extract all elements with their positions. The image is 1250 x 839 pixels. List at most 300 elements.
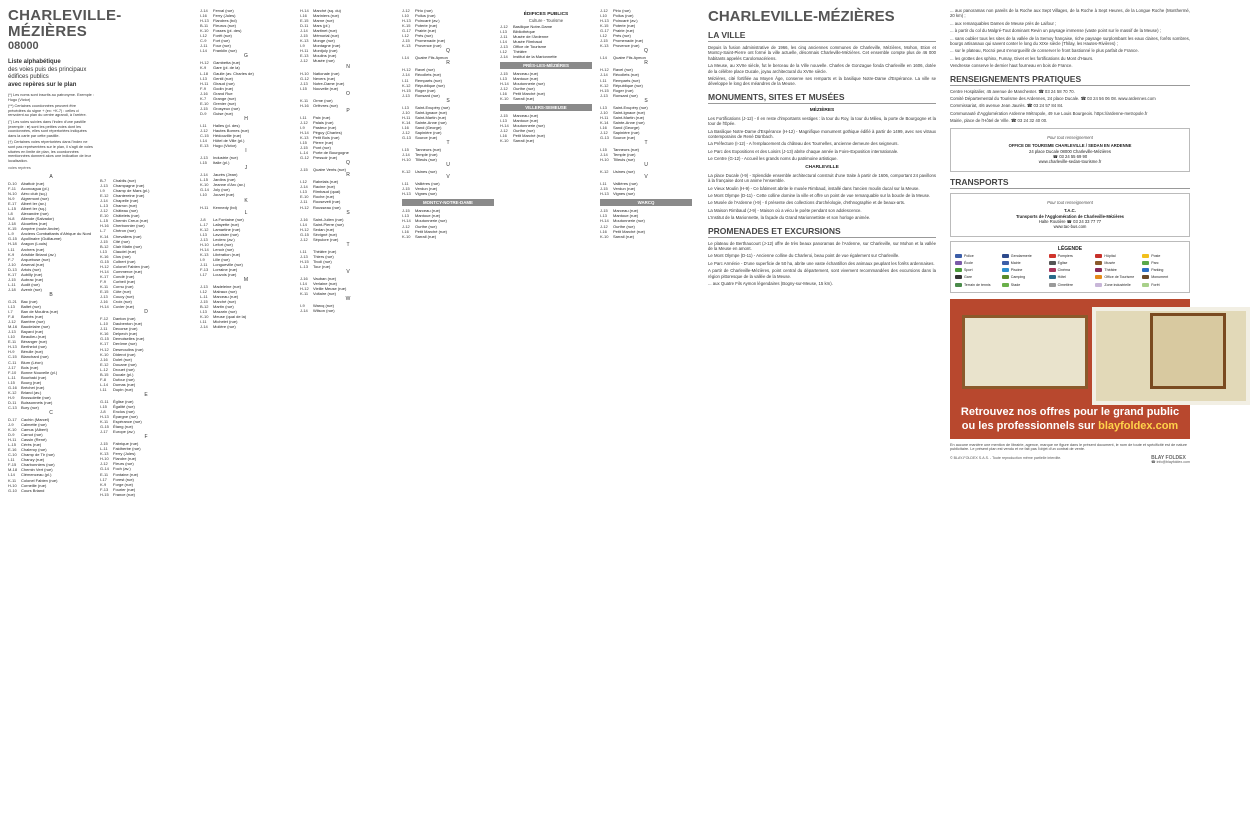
info-5: Mairie, place de l'Hôtel de Ville. ☎ 03 24 32 40 00.	[950, 118, 1048, 124]
grid-ref: J-12	[600, 223, 608, 229]
grid-ref: J-14	[402, 152, 410, 158]
street-name: Warcq (rue)	[313, 303, 334, 309]
grid-ref: L-11	[100, 446, 108, 452]
street-name: Roche (rue)	[313, 194, 335, 200]
street-name: Chapelle (rue)	[113, 198, 139, 204]
street-name: Forêt (rue)	[213, 33, 232, 39]
street-name: Beaulieu (rue)	[21, 334, 47, 340]
street-name: Baltet (rue)	[21, 303, 41, 309]
street-name: Audit (rue)	[21, 281, 40, 287]
street-name: Calmette (rue)	[21, 422, 47, 428]
index-letter: V	[346, 268, 350, 275]
street-name: Porte de Bourgogne	[313, 150, 349, 156]
index-letter: D	[144, 309, 148, 316]
street-name: Industrie (rue)	[213, 155, 238, 161]
grid-ref: L-13	[300, 263, 309, 269]
grid-ref: J-11	[300, 199, 308, 205]
street-name: Saint-Ignace (rue)	[415, 109, 448, 115]
street-name: Jouvet (rue)	[213, 192, 235, 198]
street-name: Racine (rue)	[313, 184, 336, 190]
grid-ref: E-16	[8, 447, 17, 453]
index-letter: R	[644, 60, 648, 67]
grid-ref: J-15	[8, 276, 16, 282]
grid-ref: B-11	[200, 23, 209, 29]
footer-note: En aucune manière une mention de librairie, agence, marque ne figure dans le présent document, le nom de toute et spécificité est de nature publicitaire. Le présent plan est vendu et ne fait pas l'objet d'un contrat de vente.	[950, 442, 1188, 452]
street-name: Hautes Bornes (rue)	[213, 127, 250, 133]
street-name: Nouvelle (rue)	[313, 85, 339, 91]
street-name: Marché (rue)	[213, 299, 236, 305]
street-name: Marceau (rue)	[513, 113, 539, 119]
grid-ref: I-10	[600, 13, 607, 19]
street-name: Bibliothèque	[513, 28, 536, 34]
grid-ref: G-21	[8, 298, 17, 304]
street-name: Poilus (rue)	[415, 13, 436, 19]
edifices-head: ÉDIFICES PUBLICS	[523, 12, 569, 17]
grid-ref: I-14	[200, 138, 207, 144]
index-postcode: 08000	[8, 40, 39, 52]
street-name: Meuse (quai de la)	[213, 314, 247, 320]
grid-ref: I-16	[600, 228, 607, 234]
grid-ref: K-13	[300, 38, 309, 44]
grid-ref: G-12	[300, 155, 309, 161]
street-name: Saint-Ignace (rue)	[613, 109, 646, 115]
street-name: Demoiselles (rue)	[113, 336, 145, 342]
grid-ref: I-13	[200, 309, 207, 315]
grid-ref: I-12	[300, 179, 307, 185]
street-name: Verlaine (rue)	[313, 281, 338, 287]
street-name: Montagne (rue)	[313, 43, 341, 49]
grid-ref: L-14	[300, 150, 309, 156]
street-name: Grosyeux (rue)	[213, 105, 240, 111]
grid-ref: I-16	[600, 124, 607, 130]
street-name: Vallières (rue)	[613, 181, 638, 187]
info-1: Centre Hospitalier, 45 avenue de Manchester. ☎ 03 24 58 70 70.	[950, 88, 1075, 94]
street-name: Sarrail (rue)	[613, 233, 635, 239]
index-letter: N	[346, 63, 350, 70]
legend-item	[1049, 253, 1092, 259]
grid-ref: I-10	[402, 13, 409, 19]
street-name: Ourthe (rue)	[513, 128, 535, 134]
grid-ref: E-10	[300, 194, 309, 200]
legend-label: Gare	[964, 275, 972, 280]
street-name: Saint-Pierre (rue)	[313, 221, 344, 227]
grid-ref: I-13	[402, 104, 409, 110]
grid-ref: G-15	[100, 258, 109, 264]
grid-ref: F-10	[8, 369, 17, 375]
street-name: Fontaine (rue)	[113, 471, 139, 477]
grid-ref: J-9	[8, 422, 14, 428]
grid-ref: H-13	[200, 18, 209, 24]
grid-ref: J-14	[402, 72, 410, 78]
street-name: Louvois (rue)	[213, 272, 237, 278]
legend-label: Hôpital	[1104, 253, 1116, 258]
index-letter: I	[245, 148, 247, 155]
street-entry	[300, 308, 396, 313]
grid-ref: I-16	[200, 13, 207, 19]
legend-grid	[955, 253, 1185, 288]
grid-ref: G-15	[300, 231, 309, 237]
street-name: Coucy (rue)	[113, 294, 134, 300]
street-name: Fleurus (rue)	[213, 23, 236, 29]
street-name: Libération (rue)	[213, 251, 241, 257]
street-name: Berthelot (rue)	[21, 344, 47, 350]
grid-ref: F-8	[8, 314, 14, 320]
street-name: Quatre Vents (rue)	[313, 167, 346, 173]
grid-ref: J-14	[300, 28, 308, 34]
street-name: Ravel (rue)	[415, 67, 435, 73]
grid-ref: I-15	[402, 147, 409, 153]
index-letter: C	[49, 409, 53, 416]
grid-ref: G-11	[100, 398, 109, 404]
street-name: Lafayette (rue)	[213, 221, 240, 227]
street-name: Tilleuls (rue)	[415, 157, 437, 163]
index-letter: G	[244, 53, 248, 60]
box2-lead: Pour tout renseignement	[1047, 199, 1093, 205]
street-name: Moutonnerie (rue)	[613, 218, 645, 224]
grid-ref: J-11	[200, 261, 208, 267]
ad-text	[950, 405, 1190, 433]
box2-web[interactable]: www.tac-bus.com	[1053, 224, 1087, 230]
street-name: Poilus (rue)	[613, 13, 634, 19]
index-letter: S	[446, 97, 450, 104]
index-letter: F	[144, 434, 148, 441]
grid-ref: J-14	[200, 172, 208, 178]
street-name: Espérance (rue)	[113, 419, 142, 425]
street-name: Sapinière (rue)	[613, 129, 640, 135]
street-name: Colbert (rue)	[113, 258, 136, 264]
info-3: Commissariat, 4/6 avenue Jean Jaurès. ☎ 03 24 57 84 84.	[950, 103, 1064, 109]
grid-ref: H-13	[600, 191, 609, 197]
right-para-3: ... à partir du col du Malgré-Tout dominant Revin un paysage immense (vaste point sur le massif de la Meuse) ;	[950, 28, 1161, 34]
street-name: Côte (rue)	[113, 289, 132, 295]
grid-ref: B-15	[100, 371, 109, 377]
street-name: Sand (George)	[415, 124, 442, 130]
street-name: Cornu (rue)	[113, 283, 134, 289]
blayfoldex-ad[interactable]	[950, 299, 1190, 439]
grid-ref: J-12	[100, 208, 108, 214]
legend-label: Gendarmerie	[1010, 253, 1032, 258]
grid-ref: H-13	[402, 191, 411, 197]
street-name: Chantereine (rue)	[113, 193, 145, 199]
index-letter: O	[346, 90, 350, 97]
grid-ref: H-10	[402, 157, 411, 163]
street-name: Poincaré (av.)	[613, 18, 638, 24]
grid-ref: K-17	[100, 341, 109, 347]
ad-line-1: Retrouvez nos offres pour le grand public	[960, 405, 1180, 418]
street-name: Pont (rue)	[313, 145, 331, 151]
street-name: Bury (rue)	[21, 404, 39, 410]
grid-ref: G-10	[8, 487, 17, 493]
street-name: Fort (rue)	[213, 38, 230, 44]
street-name: Montjoly (rue)	[313, 48, 338, 54]
grid-ref: I-11	[600, 77, 607, 83]
grid-ref: J-15	[402, 208, 410, 214]
grid-ref: I-14	[300, 221, 307, 227]
grid-ref: I-11	[300, 114, 307, 120]
street-name: Four (rue)	[213, 43, 231, 49]
street-list-6	[402, 208, 494, 238]
grid-ref: I-17	[100, 476, 107, 482]
grid-ref: I-13	[200, 75, 207, 81]
grid-ref: K-13	[100, 451, 109, 457]
grid-ref: J-13	[100, 183, 108, 189]
grid-ref: B-7	[100, 178, 107, 183]
legend-symbol-icon	[1095, 275, 1102, 279]
street-name: Ronsard (rue)	[415, 92, 440, 98]
grid-ref: I-13	[8, 303, 15, 309]
grid-ref: K-12	[402, 82, 411, 88]
grid-ref: G-12	[300, 75, 309, 81]
street-name: Douane (rue)	[113, 361, 137, 367]
index-letter: V	[446, 174, 450, 181]
grid-ref: I-10	[8, 334, 15, 340]
street-name: Bac (rue)	[21, 298, 38, 304]
index-letter: W	[345, 296, 351, 303]
grid-ref: C-13	[8, 404, 17, 410]
grid-ref: B-12	[100, 243, 109, 249]
grid-ref: K-10	[500, 96, 509, 102]
grid-ref: I-13	[100, 248, 107, 254]
grid-ref: G-17	[402, 28, 411, 34]
grid-ref: H-11	[402, 114, 411, 120]
street-name: Guise (rue)	[213, 110, 234, 116]
street-name: Commerce (rue)	[113, 268, 143, 274]
intro-line-3: avec repères sur le plan	[8, 81, 77, 88]
grid-ref: L-12	[100, 366, 109, 372]
street-name: Usines (rue)	[613, 169, 635, 175]
grid-ref: J-15	[402, 38, 410, 44]
street-name: Roger (rue)	[415, 87, 436, 93]
grid-ref: H-12	[100, 263, 109, 269]
blayfoldex-logo: BLAY FOLDEX	[1151, 454, 1186, 461]
charleville-para-5: La Maison Rimbaud (J-9) - Maison où a vécu le poète pendant son adolescence.	[708, 207, 862, 213]
grid-ref: J-8	[100, 409, 106, 415]
street-name: Barrière (rue)	[21, 319, 45, 325]
grid-ref: J-14	[300, 184, 308, 190]
index-letter: B	[49, 291, 53, 298]
legend-label: Terrain de tennis	[964, 282, 991, 287]
grid-ref: J-11	[200, 43, 208, 49]
legend-symbol-icon	[1142, 283, 1149, 287]
grid-ref: H-14	[100, 304, 109, 310]
grid-ref: E-13	[200, 143, 209, 149]
street-name: Cherbonnier (rue)	[113, 223, 145, 229]
legend-label: Cimetière	[1057, 282, 1073, 287]
street-entry	[402, 234, 494, 239]
street-name: Bayard (rue)	[21, 329, 44, 335]
street-name: Saint-Martin (rue)	[415, 114, 447, 120]
street-name: Voltaire (rue)	[313, 291, 336, 297]
grid-ref: I-11	[200, 122, 207, 128]
grid-ref: H-15	[300, 258, 309, 264]
street-name: République (rue)	[415, 82, 445, 88]
monument-para-4: Le Parc des Expositions et des Loisirs (J-13) abrite chaque année la Foire-Exposition internationale.	[708, 148, 899, 154]
street-name: Étang (rue)	[113, 424, 134, 430]
grid-ref: J-14	[200, 324, 208, 330]
legend-label: Piscine	[1010, 268, 1023, 273]
charleville-para-1: La place Ducale (I-9) - Splendide ensemble architectural construit d'une traite à partir de 1606, comportant 24 pavillons à la française dont un anime l'ensemble.	[708, 172, 936, 184]
street-name: Poterie (rue)	[415, 23, 438, 29]
street-name: Chaleroy (rue)	[21, 447, 47, 453]
street-name: Dupin (rue)	[113, 386, 134, 392]
index-letter: L	[244, 209, 248, 216]
street-name: Molière (rue)	[213, 324, 236, 330]
index-letter: R	[446, 60, 450, 67]
grid-ref: H-15	[402, 87, 411, 93]
grid-ref: H-13	[8, 344, 17, 350]
street-name: Ferval (rue)	[213, 8, 234, 13]
grid-ref: I-11	[402, 77, 409, 83]
street-name: Marceau (rue)	[415, 208, 441, 214]
street-name: Sépulcre (rue)	[313, 236, 339, 242]
street-name: Sainte-Anne (rue)	[613, 119, 645, 125]
logo-contact: ☎ info@blayfoldex.com	[1151, 460, 1190, 465]
grid-ref: I-11	[8, 246, 15, 252]
street-entry	[402, 191, 494, 196]
grid-ref: J-14	[200, 8, 208, 13]
street-name: Jaurès (Jean)	[213, 172, 238, 178]
ad-site[interactable]: blayfoldex.com	[1098, 419, 1179, 432]
grid-ref: I-11	[402, 181, 409, 187]
street-name: Aubilly (rue)	[21, 271, 43, 277]
street-name: Dumas (rue)	[113, 381, 136, 387]
grid-ref: K-16	[100, 331, 109, 337]
grid-ref: H-10	[300, 70, 309, 76]
street-name: Blanchard (rue)	[21, 354, 49, 360]
street-name: Forge (rue)	[113, 481, 134, 487]
street-name: Remparts (rue)	[613, 77, 640, 83]
legend-item	[1142, 274, 1185, 280]
grid-ref: H-12	[300, 226, 309, 232]
street-name: Bois (rue)	[21, 364, 39, 370]
grid-ref: I-14	[402, 55, 409, 61]
grid-ref: J-12	[402, 223, 410, 229]
street-entry	[8, 488, 94, 493]
grid-ref: J-13	[600, 92, 608, 98]
grid-ref: E-11	[100, 471, 109, 477]
legend-item	[1002, 274, 1045, 280]
legend-label: Camping	[1010, 275, 1026, 280]
grid-ref: J-15	[500, 113, 508, 119]
grid-ref: E-15	[300, 18, 309, 24]
edifices-sub: Culture - Tourisme	[528, 18, 564, 23]
street-name: Thiers (rue)	[313, 253, 334, 259]
box1-web[interactable]: www.charleville-sedan-tourisme.fr	[1038, 159, 1102, 165]
note-1: (*) Les noms sont inscrits au patronyme. Exemple : Hugo (Victor)	[8, 93, 94, 102]
street-name: Albert Ier (av.)	[21, 201, 47, 207]
grid-ref: J-12	[402, 129, 410, 135]
grid-ref: H-14	[300, 8, 309, 13]
grid-ref: C-9	[200, 38, 207, 44]
street-name: Petit Bois (rue)	[313, 134, 340, 140]
street-name: Albert Ier (sq.)	[21, 206, 47, 212]
grid-ref: H-14	[402, 218, 411, 224]
legend-symbol-icon	[1049, 283, 1056, 287]
street-name: Madeleine (rue)	[213, 284, 242, 290]
grid-ref: J-12	[300, 119, 308, 125]
street-name: Roger (rue)	[613, 87, 634, 93]
grid-ref: H-15	[100, 491, 109, 497]
grid-ref: H-15	[600, 87, 609, 93]
street-name: Sapinière (rue)	[415, 129, 442, 135]
legend-item	[955, 282, 998, 288]
monument-para-1: Les Fortifications (J-12) - Il en reste d'importants vestiges : la tour du Roy, la tour du Milieu, la porte de Bourgogne et la tour de l'Épée.	[708, 115, 936, 127]
grid-ref: I-15	[8, 379, 15, 385]
street-name: Rousseau (rue)	[313, 204, 341, 210]
index-title: CHARLEVILLE-MÉZIÈRES	[8, 7, 122, 40]
section-monuments: MONUMENTS, SITES ET MUSÉES	[708, 92, 936, 104]
grid-ref: H-11	[8, 437, 17, 443]
grid-ref: K-13	[300, 134, 309, 140]
grid-ref: I-11	[600, 181, 607, 187]
grid-ref: I-12	[200, 33, 207, 39]
grid-ref: K-9	[8, 251, 15, 257]
grid-ref: I-13	[200, 231, 207, 237]
street-name: Musée de l'Ardenne	[513, 33, 549, 39]
street-name: Joly (rue)	[213, 187, 230, 193]
street-name: Ampère (route Andre)	[21, 226, 60, 232]
grid-ref: H-11	[200, 80, 209, 86]
grid-ref: E-12	[100, 193, 109, 199]
grid-ref: K-14	[600, 119, 609, 125]
grid-ref: D-13	[8, 266, 17, 272]
index-col-2	[100, 8, 192, 833]
street-name: Béranger (rue)	[21, 339, 48, 345]
legend-label: Parc	[1151, 260, 1159, 265]
street-name: Charbonniers (rue)	[21, 462, 55, 468]
street-name: Sarrail (rue)	[415, 233, 437, 239]
grid-ref: J-12	[500, 85, 508, 91]
grid-ref: I-9	[200, 256, 205, 262]
legend-label: Cinéma	[1057, 268, 1070, 273]
grid-ref: H-9	[8, 394, 15, 400]
street-name: Mantoue (rue)	[513, 75, 539, 81]
street-list-7	[600, 8, 692, 196]
legend-label: Office de Tourisme	[1104, 275, 1135, 280]
legend-symbol-icon	[955, 261, 962, 265]
street-name: Sedan (rue)	[313, 226, 335, 232]
street-name: Vignes (rue)	[415, 191, 437, 197]
grid-ref: D-11	[8, 399, 17, 405]
street-name: Chéron (rue)	[113, 228, 136, 234]
grid-ref: J-15	[200, 105, 208, 111]
legend-item	[1142, 282, 1185, 288]
street-list-1	[8, 174, 94, 493]
street-entry	[600, 234, 692, 239]
grid-ref: G-16	[8, 384, 17, 390]
legend-symbol-icon	[1002, 261, 1009, 265]
legend-item	[1049, 274, 1092, 280]
grid-ref: K-17	[8, 271, 17, 277]
grid-ref: I-14	[8, 472, 15, 478]
grid-ref: J-10	[600, 109, 608, 115]
index-letter: J	[244, 165, 248, 172]
street-name: Prairie (rue)	[613, 28, 635, 34]
street-name: Théâtre (rue)	[313, 248, 337, 254]
legend-item	[1095, 253, 1138, 259]
index-letter: M	[243, 277, 249, 284]
grid-ref: I-14	[500, 38, 507, 44]
grid-ref: C-15	[200, 133, 209, 139]
street-name: Source (rue)	[613, 134, 636, 140]
grid-ref: K-15	[600, 23, 609, 29]
street-name: Europe (av.)	[113, 429, 135, 435]
grid-ref: C-15	[8, 354, 17, 360]
grid-ref: J-15	[100, 441, 108, 447]
street-entry	[200, 324, 292, 329]
grid-ref: H-14	[500, 123, 509, 129]
index-letter: Q	[346, 160, 350, 167]
